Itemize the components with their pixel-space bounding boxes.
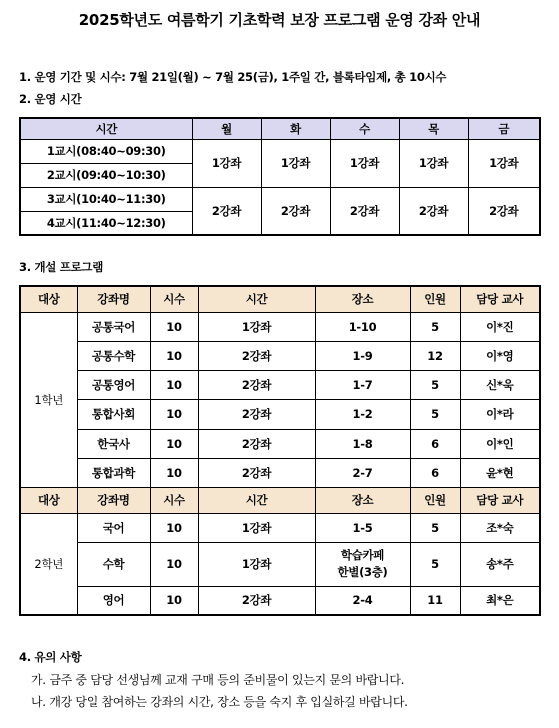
- hours-cell: 10: [150, 370, 198, 399]
- block-cell: 1강좌: [261, 139, 330, 187]
- block-cell: 1강좌: [330, 139, 399, 187]
- section-notes-heading: 4. 유의 사항: [19, 650, 82, 664]
- program-row: [20, 429, 540, 458]
- program-row: [20, 513, 540, 542]
- time-block-cell: 2강좌: [198, 429, 315, 458]
- program-row: [20, 586, 540, 615]
- section-schedule-heading: 2. 운영 시간: [19, 92, 82, 106]
- programs-table: [19, 285, 541, 616]
- block-cell: 2강좌: [192, 187, 261, 235]
- hours-cell: 10: [150, 586, 198, 615]
- header-place: 장소: [315, 286, 410, 312]
- time-block-cell: 1강좌: [198, 312, 315, 341]
- course-name-cell: 공통영어: [77, 370, 150, 399]
- block-cell: 2강좌: [261, 187, 330, 235]
- period-cell: 4교시(11:40~12:30): [20, 211, 192, 235]
- schedule-header-thu: 목: [399, 118, 468, 139]
- course-name-cell: 통합과학: [77, 458, 150, 487]
- block-cell: 1강좌: [192, 139, 261, 187]
- header-teacher: 담당 교사: [460, 286, 540, 312]
- count-cell: 5: [410, 312, 460, 341]
- count-cell: 11: [410, 586, 460, 615]
- schedule-row: [20, 139, 540, 163]
- teacher-cell: 윤*현: [460, 458, 540, 487]
- programs-header-row: [20, 487, 540, 513]
- place-cell: 1-10: [315, 312, 410, 341]
- header-count: 인원: [410, 286, 460, 312]
- teacher-cell: 최*은: [460, 586, 540, 615]
- count-cell: 6: [410, 429, 460, 458]
- header-course: 강좌명: [77, 487, 150, 513]
- hours-cell: 10: [150, 458, 198, 487]
- teacher-cell: 신*욱: [460, 370, 540, 399]
- note-item: 가. 금주 중 담당 선생님께 교재 구매 등의 준비물이 있는지 문의 바랍니다.: [31, 673, 405, 687]
- hours-cell: 10: [150, 312, 198, 341]
- course-name-cell: 통합사회: [77, 399, 150, 429]
- grade-cell: 1학년: [20, 312, 77, 487]
- place-cell: [315, 542, 410, 586]
- section-period: 1. 운영 기간 및 시수: 7월 21일(월) ~ 7월 25(금), 1주일 간, 블록타임제, 총 10시수: [19, 70, 447, 84]
- place-cell: 1-8: [315, 429, 410, 458]
- schedule-header-row: [20, 118, 540, 139]
- hours-cell: 10: [150, 429, 198, 458]
- header-place: 장소: [315, 487, 410, 513]
- course-name-cell: 영어: [77, 586, 150, 615]
- hours-cell: 10: [150, 399, 198, 429]
- count-cell: 5: [410, 542, 460, 586]
- programs-header-row: [20, 286, 540, 312]
- course-name-cell: 공통수학: [77, 341, 150, 370]
- header-teacher: 담당 교사: [460, 487, 540, 513]
- course-name-cell: 수학: [77, 542, 150, 586]
- place-cell: 2-7: [315, 458, 410, 487]
- note-item: 나. 개강 당일 참여하는 강좌의 시간, 장소 등을 숙지 후 입실하길 바랍니다.: [31, 695, 408, 709]
- header-target: 대상: [20, 487, 77, 513]
- header-target: 대상: [20, 286, 77, 312]
- time-block-cell: 2강좌: [198, 370, 315, 399]
- course-name-cell: 공통국어: [77, 312, 150, 341]
- count-cell: 6: [410, 458, 460, 487]
- program-row: [20, 312, 540, 341]
- schedule-header-fri: 금: [468, 118, 540, 139]
- time-block-cell: 2강좌: [198, 341, 315, 370]
- count-cell: 5: [410, 399, 460, 429]
- teacher-cell: 이*영: [460, 341, 540, 370]
- period-cell: 3교시(10:40~11:30): [20, 187, 192, 211]
- schedule-header-tue: 화: [261, 118, 330, 139]
- section-programs-heading: 3. 개설 프로그램: [19, 260, 104, 274]
- program-row: [20, 341, 540, 370]
- place-cell: 1-5: [315, 513, 410, 542]
- program-row: [20, 542, 540, 586]
- header-time: 시간: [198, 286, 315, 312]
- teacher-cell: 이*라: [460, 399, 540, 429]
- time-block-cell: 1강좌: [198, 513, 315, 542]
- time-block-cell: 1강좌: [198, 542, 315, 586]
- schedule-row: [20, 187, 540, 211]
- course-name-cell: 한국사: [77, 429, 150, 458]
- header-course: 강좌명: [77, 286, 150, 312]
- count-cell: 12: [410, 341, 460, 370]
- page-title: 2025학년도 여름학기 기초학력 보장 프로그램 운영 강좌 안내: [78, 11, 481, 29]
- header-hours: 시수: [150, 286, 198, 312]
- teacher-cell: 송*주: [460, 542, 540, 586]
- grade-cell: 2학년: [20, 513, 77, 615]
- period-cell: 1교시(08:40~09:30): [20, 139, 192, 163]
- hours-cell: 10: [150, 341, 198, 370]
- block-cell: 2강좌: [468, 187, 540, 235]
- place-cell: 1-9: [315, 341, 410, 370]
- teacher-cell: 이*인: [460, 429, 540, 458]
- time-block-cell: 2강좌: [198, 458, 315, 487]
- time-block-cell: 2강좌: [198, 586, 315, 615]
- block-cell: 2강좌: [399, 187, 468, 235]
- program-row: [20, 458, 540, 487]
- block-cell: 1강좌: [468, 139, 540, 187]
- header-time: 시간: [198, 487, 315, 513]
- schedule-table: [19, 117, 541, 236]
- period-cell: 2교시(09:40~10:30): [20, 163, 192, 187]
- block-cell: 1강좌: [399, 139, 468, 187]
- schedule-header-time: 시간: [20, 118, 192, 139]
- hours-cell: 10: [150, 513, 198, 542]
- course-name-cell: 국어: [77, 513, 150, 542]
- time-block-cell: 2강좌: [198, 399, 315, 429]
- schedule-header-wed: 수: [330, 118, 399, 139]
- header-count: 인원: [410, 487, 460, 513]
- place-cell: 1-2: [315, 399, 410, 429]
- count-cell: 5: [410, 370, 460, 399]
- place-cell: 1-7: [315, 370, 410, 399]
- program-row: [20, 370, 540, 399]
- header-hours: 시수: [150, 487, 198, 513]
- schedule-header-mon: 월: [192, 118, 261, 139]
- place-cell: 2-4: [315, 586, 410, 615]
- count-cell: 5: [410, 513, 460, 542]
- place-line: 학습카페: [340, 548, 385, 562]
- program-row: [20, 399, 540, 429]
- block-cell: 2강좌: [330, 187, 399, 235]
- place-line: 한별(3층): [337, 565, 388, 579]
- teacher-cell: 이*진: [460, 312, 540, 341]
- hours-cell: 10: [150, 542, 198, 586]
- teacher-cell: 조*숙: [460, 513, 540, 542]
